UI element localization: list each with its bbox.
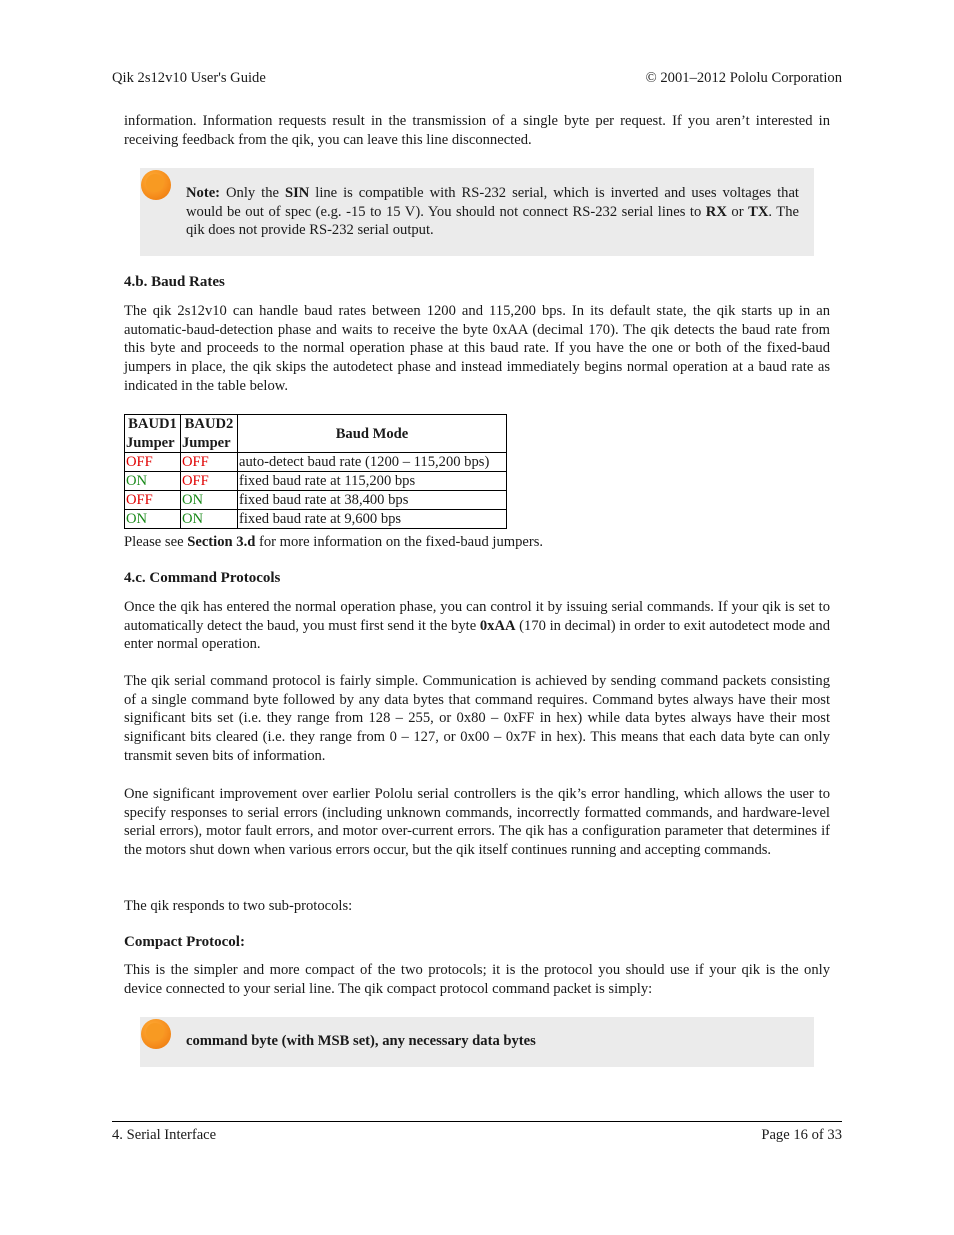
header-title: Qik 2s12v10 User's Guide: [112, 70, 266, 86]
note-sin: SIN: [284, 185, 310, 201]
note-rx: RX: [705, 203, 727, 220]
table-row: [125, 472, 507, 491]
see-also-line: [124, 533, 830, 552]
intro-text: information. Information requests result in the transmission of a single byte per request. If you aren’t interested in receiving feedback from the qik, you can leave this line disconnected.: [124, 113, 830, 148]
page-footer: [112, 1127, 842, 1144]
command-protocols-p2: [124, 672, 830, 766]
baud-rates-paragraph: [124, 302, 830, 396]
baud-mode-table: [124, 414, 507, 529]
baud2-cell: OFF: [181, 472, 238, 491]
p3-text: One significant improvement over earlier Pololu serial controllers is the qik’s error handling, which allows the user to specify responses to serial errors (including unknown commands, incorrectly formatted commands, and hardware-level serial errors), motor fault errors, and motor over-current errors. The qik has a configuration parameter that determines if the motors shut down when various errors occur, but the qik itself continues running and accepting commands.: [124, 786, 830, 859]
subheading-compact-protocol: Compact Protocol:: [124, 934, 245, 950]
section-heading-baud-rates: 4.b. Baud Rates: [124, 274, 225, 290]
header-baud2-line1: BAUD2: [184, 416, 234, 432]
see-also-text: for more information on the fixed-baud jumpers.: [255, 534, 544, 550]
header-baud1-line2: Jumper: [126, 434, 175, 451]
section-reference: Section 3.d: [187, 534, 256, 550]
baud-mode-cell: auto-detect baud rate (1200 – 115,200 bps): [238, 453, 507, 472]
note-text: [186, 184, 799, 240]
baud1-cell: ON: [125, 472, 181, 491]
note-bullet-icon: [141, 170, 171, 200]
baud-mode-cell: fixed baud rate at 115,200 bps: [238, 472, 507, 491]
note-bullet-icon: [141, 1019, 171, 1049]
baud2-cell: ON: [181, 491, 238, 510]
intro-paragraph: [124, 112, 830, 149]
command-protocols-p3: [124, 785, 830, 860]
note-tx: TX: [748, 203, 769, 220]
baud1-cell: ON: [125, 510, 181, 529]
p1-byte: 0xAA: [479, 617, 516, 634]
table-row: [125, 453, 507, 472]
p1-text: (170 in decimal) in order to exit autodetect mode and enter normal operation.: [124, 617, 831, 653]
note-text-part: Only the: [220, 185, 285, 201]
baud-mode-cell: fixed baud rate at 9,600 bps: [238, 510, 507, 529]
note-box-compact-packet: [140, 1017, 814, 1067]
compact-text: This is the simpler and more compact of the two protocols; it is the protocol you should use if your qik is the only device connected to your serial line. The qik compact protocol command packet is simply:: [124, 962, 830, 997]
note-text-part: line is compatible with RS-232 serial, which is inverted and uses voltages that would be out of spec (e.g. -15 to 15 V). You should not connect RS-232 serial lines to: [186, 185, 799, 220]
command-protocols-p4: [124, 897, 830, 916]
baud-rates-text: The qik 2s12v10 can handle baud rates between 1200 and 115,200 bps. In its default state, the qik starts up in an automatic-baud-detection phase and waits to receive the byte 0xAA (decimal 170). The qik detects the baud rate from this byte and proceeds to the normal operation phase at this baud rate. If you have the one or both of the fixed-baud jumpers in place, the qik skips the autodetect phase and instead immediately begins normal operation at a baud rate as indicated in the table below.: [124, 303, 830, 394]
footer-page-number: Page 16 of 33: [761, 1127, 842, 1143]
table-header-baud-mode: Baud Mode: [238, 415, 507, 453]
command-protocols-p1: [124, 598, 830, 654]
header-baud1-line1: BAUD1: [128, 416, 177, 432]
table-header-baud1: [125, 415, 181, 453]
baud2-cell: OFF: [181, 453, 238, 472]
note-text-part: or: [726, 203, 749, 220]
table-header-row: [125, 415, 507, 453]
footer-divider: [112, 1121, 842, 1122]
table-header-baud2: [181, 415, 238, 453]
footer-section: 4. Serial Interface: [112, 1127, 217, 1143]
header-baud2-line2: Jumper: [182, 434, 231, 451]
p4-text: The qik responds to two sub-protocols:: [124, 898, 353, 914]
table-row: [125, 491, 507, 510]
p2-text: The qik serial command protocol is fairly simple. Communication is achieved by sending command packets consisting of a single command byte followed by any data bytes that command requires. Command bytes always have their most significant bits set (i.e. they range from 128 – 255, or 0x80 – 0xFF in hex) while data bytes always have their most significant bits cleared (i.e. they range from 0 – 127, or 0x00 – 0x7F in hex). This means that each data byte can only transmit seven bits of information.: [124, 673, 830, 764]
section-heading-command-protocols: 4.c. Command Protocols: [124, 570, 281, 586]
baud1-cell: OFF: [125, 453, 181, 472]
see-also-text: Please see: [124, 534, 188, 550]
baud1-cell: OFF: [125, 491, 181, 510]
baud-mode-cell: fixed baud rate at 38,400 bps: [238, 491, 507, 510]
table-row: [125, 510, 507, 529]
compact-packet-text: command byte (with MSB set), any necessary data bytes: [186, 1033, 536, 1049]
note-label: Note:: [186, 185, 221, 201]
compact-protocol-paragraph: [124, 961, 830, 998]
note-box-rs232: [140, 168, 814, 256]
note-text-part: . The qik does not provide RS-232 serial output.: [186, 203, 799, 239]
header-copyright: © 2001–2012 Pololu Corporation: [645, 70, 842, 86]
page-header: [112, 70, 842, 87]
p1-text: Once the qik has entered the normal operation phase, you can control it by issuing serial commands. If your qik is set to automatically detect the baud, you must first send it the byte: [124, 599, 830, 634]
baud2-cell: ON: [181, 510, 238, 529]
